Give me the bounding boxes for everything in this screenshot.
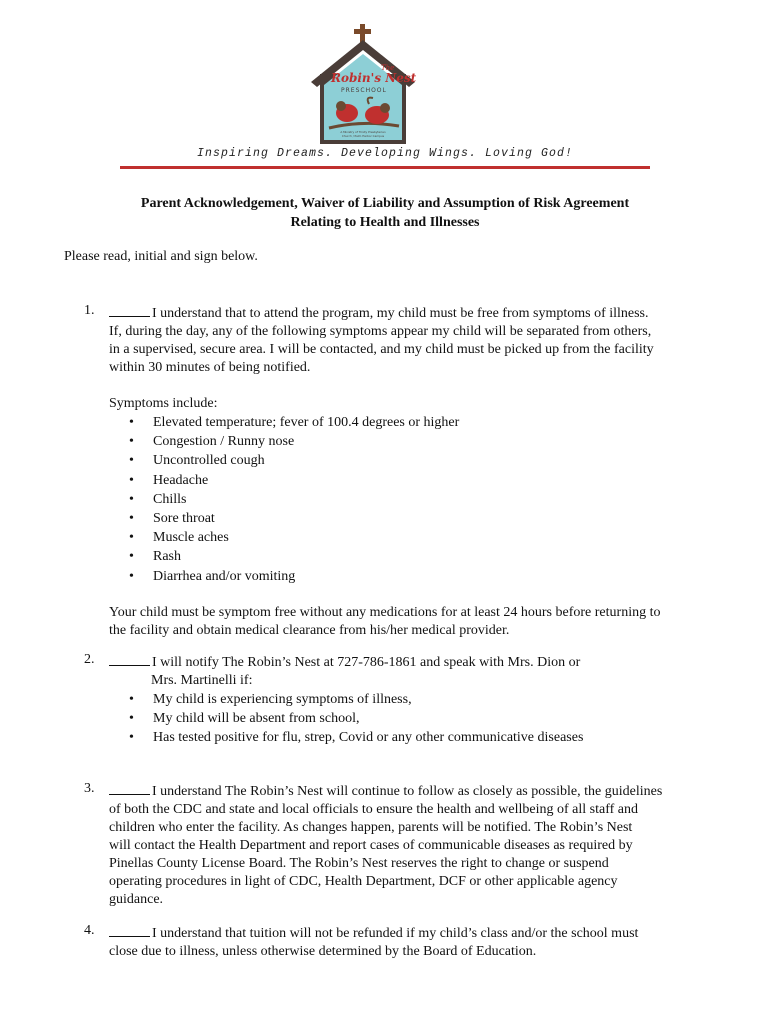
list-item: • Headache [129,472,209,488]
initial-blank-1[interactable] [109,302,150,317]
list-item: • Muscle aches [129,530,229,546]
item-1-line-1: I understand that to attend the program, my child must be free from symptoms of illness. [152,306,649,321]
logo-text-name: Robin's Nest [331,71,417,85]
item-3-line-4: will contact the Health Department and report cases of communicable diseases as required by [109,838,633,853]
logo-text-ministry-1: A Ministry of Trinity Presbyterian [340,130,386,134]
item-number: 2. [84,652,95,667]
list-item: • Congestion / Runny nose [129,434,295,450]
robins-nest-logo [307,24,419,146]
item-1-line-3: in a supervised, secure area. I will be contacted, and my child must be picked up from the facility [109,342,654,357]
list-item: • Rash [129,549,181,565]
list-item: • Chills [129,491,187,507]
agreement-item-2 [64,651,714,748]
initial-blank-3[interactable] [109,780,150,795]
list-item: • My child is experiencing symptoms of illness, [129,692,412,707]
item-3-line-3: children who enter the facility. As changes happen, parents will be notified. The Robin’s Nest [109,820,633,835]
item-3-line-2: of both the CDC and state and local officials to ensure the health and wellbeing of all staff and [109,802,638,817]
tagline: Inspiring Dreams. Developing Wings. Loving God! [196,147,574,160]
item-1-closing-2: the facility and obtain medical clearance from his/her medical provider. [109,622,510,638]
item-number: 4. [84,923,95,938]
list-item: • Uncontrolled cough [129,453,265,469]
title-line-2: Relating to Health and Illnesses [290,214,480,230]
item-number: 3. [84,781,95,796]
item-3-line-6: operating procedures in light of CDC, Health Department, DCF or other applicable agency [109,874,618,889]
symptoms-list [109,413,714,586]
item-1-line-2: If, during the day, any of the following symptoms appear my child will be separated from others, [109,324,652,339]
logo-text-preschool: PRESCHOOL [341,87,387,94]
list-item: • Elevated temperature; fever of 100.4 degrees or higher [129,415,460,430]
document-title [0,195,770,232]
item-3-line-5: Pinellas County License Board. The Robin’s Nest reserves the right to change or suspend [109,856,609,871]
item-3-line-1: I understand The Robin’s Nest will continue to follow as closely as possible, the guidelines [152,784,663,799]
item-1-closing-1: Your child must be symptom free without any medications for at least 24 hours before returning to [109,604,661,620]
instructions: Please read, initial and sign below. [64,249,258,264]
item-number: 1. [84,303,95,318]
list-item: • Diarrhea and/or vomiting [129,568,296,584]
item-2-line-2: Mrs. Martinelli if: [151,673,253,688]
header-divider [120,166,650,169]
agreement-item-3 [64,780,714,909]
title-line-1: Parent Acknowledgement, Waiver of Liability and Assumption of Risk Agreement [140,196,630,211]
logo-text-ministry-2: Church / Palm Harbor Campus [341,134,385,138]
notify-list [109,690,714,748]
item-4-line-2: close due to illness, unless otherwise determined by the Board of Education. [109,944,537,959]
item-3-line-7: guidance. [109,892,164,907]
list-item: • My child will be absent from school, [129,711,360,727]
item-2-line-1: I will notify The Robin’s Nest at 727-786-1861 and speak with Mrs. Dion or [152,655,581,670]
initial-blank-4[interactable] [109,922,150,937]
agreement-item-1 [64,302,714,640]
list-item: • Has tested positive for flu, strep, Covid or any other communicative diseases [129,730,584,746]
initial-blank-2[interactable] [109,651,150,666]
list-item: • Sore throat [129,511,215,527]
item-1-line-4: within 30 minutes of being notified. [109,360,311,375]
logo-text-the: The [381,64,395,72]
item-4-line-1: I understand that tuition will not be refunded if my child’s class and/or the school must [152,926,639,941]
agreement-item-4 [64,922,714,961]
symptoms-heading: Symptoms include: [109,396,218,411]
